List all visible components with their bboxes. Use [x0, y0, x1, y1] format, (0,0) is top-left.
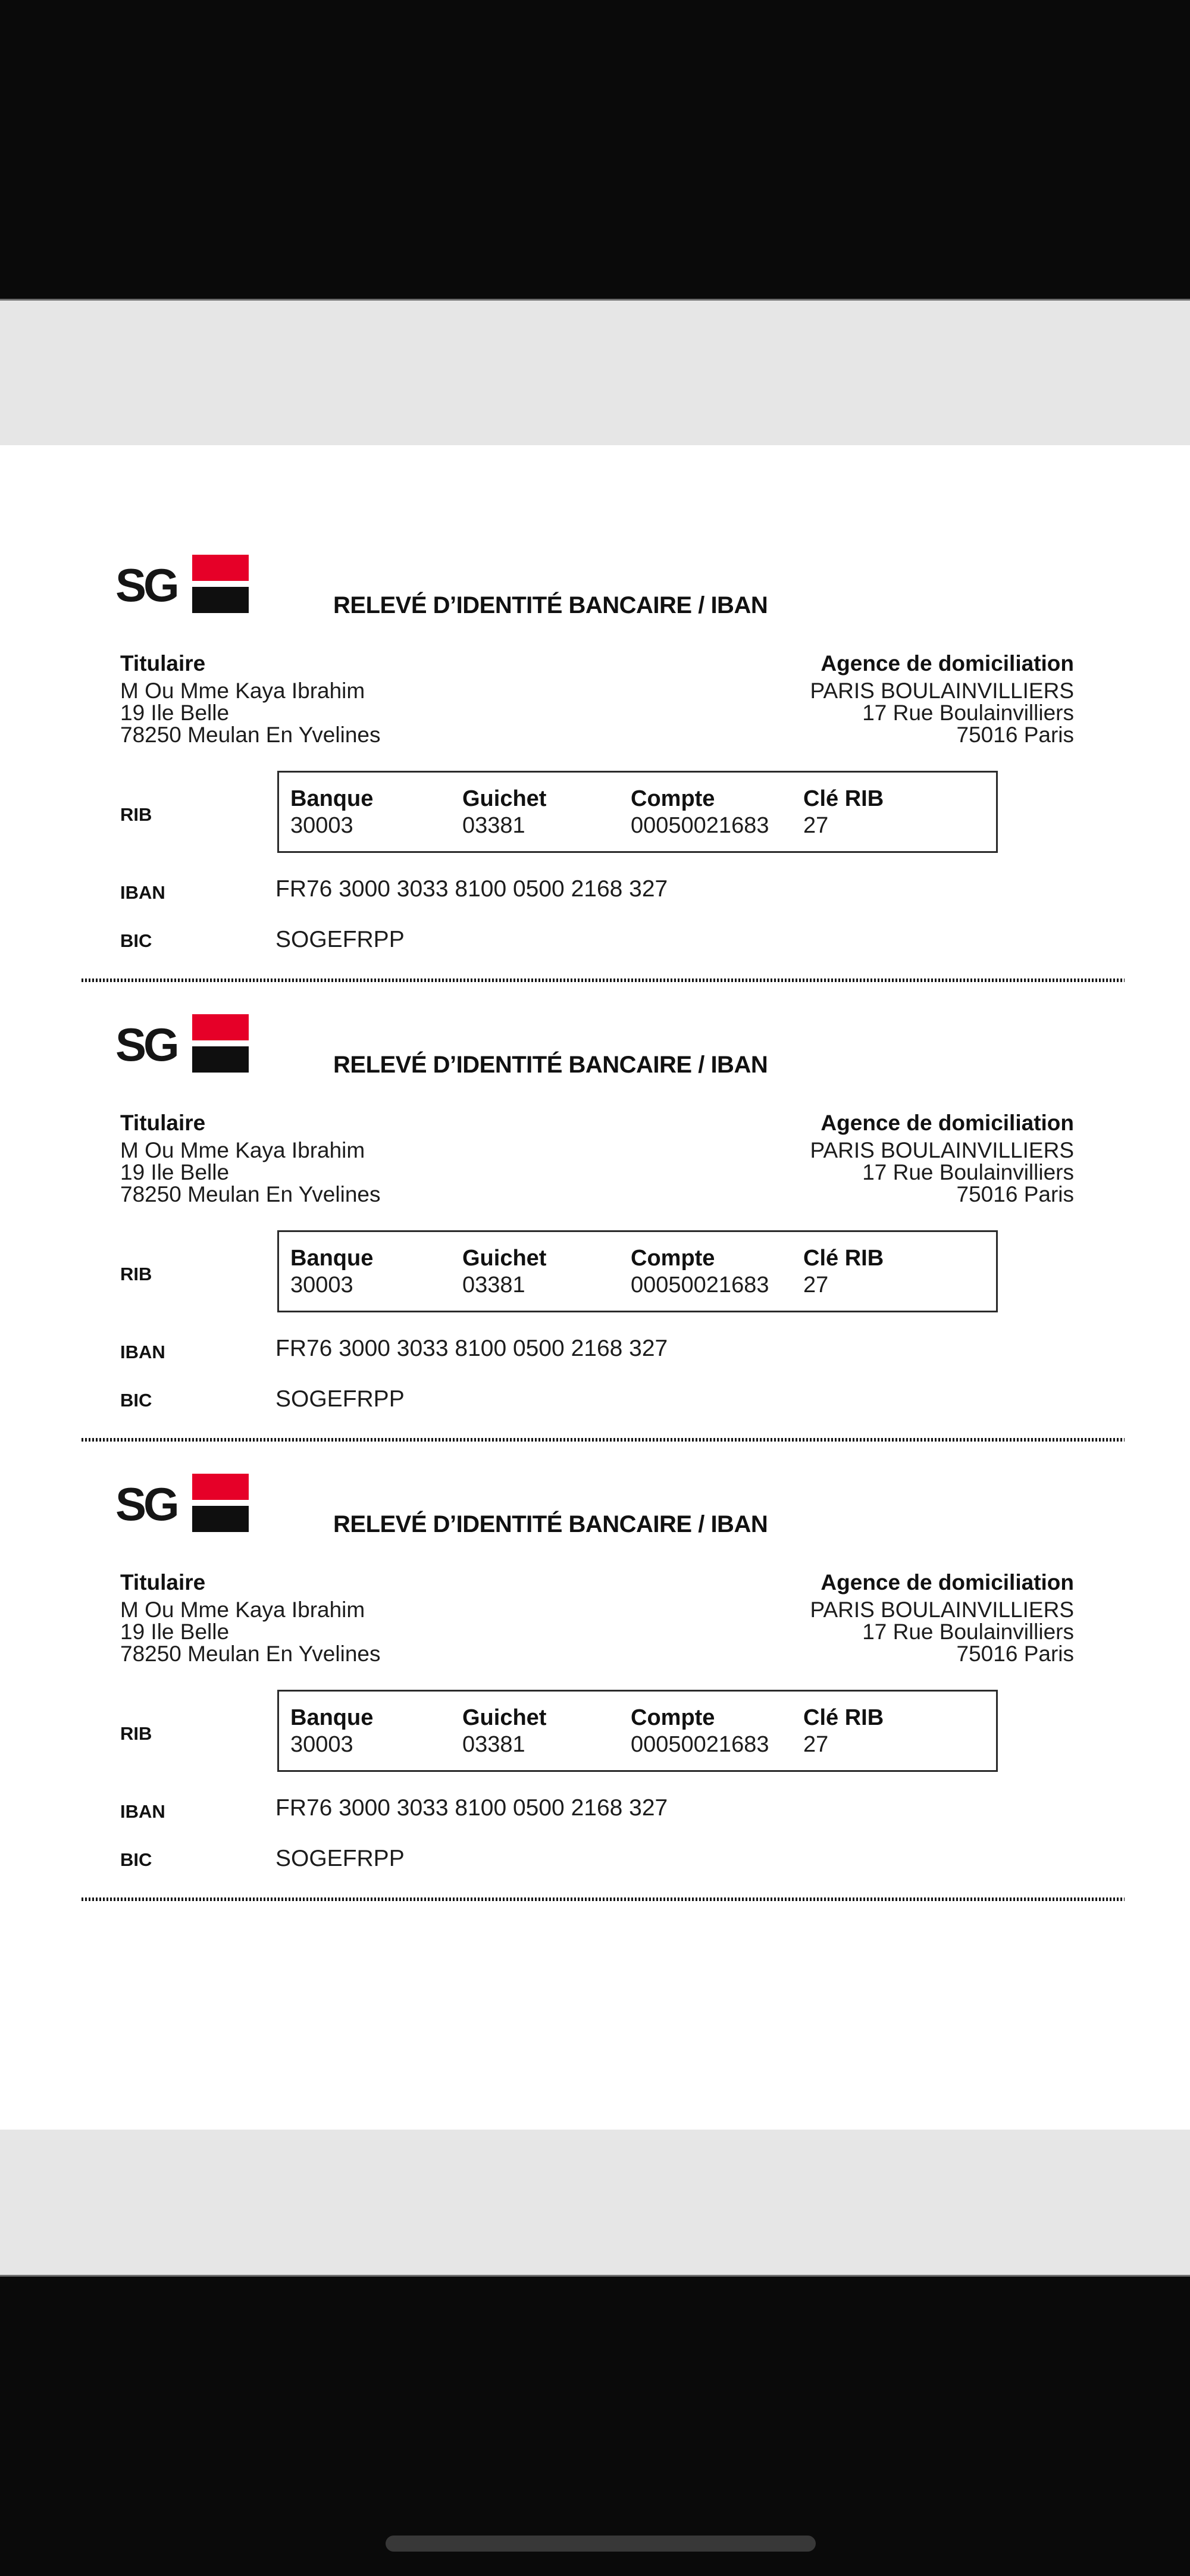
bic-label: BIC: [120, 1390, 152, 1411]
sg-logo-text: SG: [115, 559, 177, 611]
rib-table-value-cle-rib: 27: [803, 813, 829, 838]
rib-table-value-cle-rib: 27: [803, 1273, 829, 1298]
bic-value: SOGEFRPP: [275, 1846, 405, 1871]
agency-address: [810, 680, 1074, 746]
rib-table-header-compte: Compte: [631, 1705, 715, 1730]
section-separator: [82, 978, 1125, 982]
rib-label: RIB: [120, 1723, 152, 1744]
rib-table-header-banque: Banque: [290, 1246, 374, 1271]
document-page: [0, 445, 1190, 2130]
rib-table-value-banque: 30003: [290, 1732, 353, 1757]
agency-line: 75016 Paris: [956, 1642, 1074, 1666]
rib-table-value-compte: 00050021683: [631, 1273, 769, 1298]
iban-value: FR76 3000 3033 8100 0500 2168 327: [275, 1336, 668, 1361]
agency-line: 17 Rue Boulainvilliers: [862, 701, 1074, 725]
sg-logo-flag-icon: [192, 555, 249, 613]
holder-label: Titulaire: [120, 1570, 206, 1595]
sg-logo-flag-icon: [192, 1014, 249, 1073]
agency-line: PARIS BOULAINVILLIERS: [810, 679, 1074, 703]
rib-table-header-cle-rib: Clé RIB: [803, 786, 884, 811]
rib-table-header-compte: Compte: [631, 786, 715, 811]
holder-address: [120, 680, 380, 746]
rib-table: [277, 1690, 998, 1772]
agency-label: Agence de domiciliation: [821, 1570, 1074, 1595]
rib-table-value-guichet: 03381: [462, 813, 525, 838]
holder-line: 78250 Meulan En Yvelines: [120, 1642, 381, 1666]
sg-logo-flag-red: [192, 1014, 249, 1040]
iban-value: FR76 3000 3033 8100 0500 2168 327: [275, 876, 668, 902]
rib-table-header-compte: Compte: [631, 1246, 715, 1271]
rib-table-header-banque: Banque: [290, 1705, 374, 1730]
document-title: RELEVÉ D’IDENTITÉ BANCAIRE / IBAN: [333, 1052, 768, 1078]
holder-line: 19 Ile Belle: [120, 1620, 230, 1644]
sg-logo-flag-black: [192, 587, 249, 613]
sg-logo-flag-icon: [192, 1474, 249, 1532]
rib-section: [0, 524, 1190, 983]
holder-address: [120, 1599, 380, 1665]
agency-line: PARIS BOULAINVILLIERS: [810, 1138, 1074, 1162]
rib-table-value-banque: 30003: [290, 813, 353, 838]
bottom-gray-band: [0, 2130, 1190, 2277]
bic-label: BIC: [120, 930, 152, 951]
iban-value: FR76 3000 3033 8100 0500 2168 327: [275, 1795, 668, 1821]
bic-value: SOGEFRPP: [275, 927, 405, 952]
sg-logo-flag-red: [192, 1474, 249, 1500]
rib-table-value-cle-rib: 27: [803, 1732, 829, 1757]
document-title: RELEVÉ D’IDENTITÉ BANCAIRE / IBAN: [333, 1511, 768, 1537]
sg-logo-text: SG: [115, 1018, 177, 1071]
sg-logo-text: SG: [115, 1478, 177, 1530]
home-indicator[interactable]: [386, 2536, 816, 2552]
holder-line: M Ou Mme Kaya Ibrahim: [120, 1138, 365, 1162]
rib-table-header-guichet: Guichet: [462, 1705, 547, 1730]
holder-line: 78250 Meulan En Yvelines: [120, 1182, 381, 1206]
rib-table-value-guichet: 03381: [462, 1273, 525, 1298]
rib-label: RIB: [120, 1264, 152, 1284]
bic-value: SOGEFRPP: [275, 1386, 405, 1412]
section-separator: [82, 1438, 1125, 1442]
agency-line: 17 Rue Boulainvilliers: [862, 1160, 1074, 1184]
holder-label: Titulaire: [120, 1111, 206, 1135]
rib-table: [277, 1230, 998, 1312]
rib-table-value-banque: 30003: [290, 1273, 353, 1298]
agency-label: Agence de domiciliation: [821, 651, 1074, 676]
holder-line: 19 Ile Belle: [120, 701, 230, 725]
agency-line: PARIS BOULAINVILLIERS: [810, 1598, 1074, 1622]
agency-address: [810, 1599, 1074, 1665]
holder-line: 78250 Meulan En Yvelines: [120, 723, 381, 747]
section-separator: [82, 1897, 1125, 1901]
rib-table-header-cle-rib: Clé RIB: [803, 1246, 884, 1271]
agency-line: 75016 Paris: [956, 723, 1074, 747]
holder-label: Titulaire: [120, 651, 206, 676]
iban-label: IBAN: [120, 1801, 165, 1822]
bottom-black-bar: [0, 2277, 1190, 2576]
rib-table-header-cle-rib: Clé RIB: [803, 1705, 884, 1730]
holder-line: 19 Ile Belle: [120, 1160, 230, 1184]
sg-logo-flag-black: [192, 1046, 249, 1073]
sg-logo-flag-red: [192, 555, 249, 581]
rib-section: [0, 983, 1190, 1443]
agency-line: 17 Rue Boulainvilliers: [862, 1620, 1074, 1644]
rib-table-value-compte: 00050021683: [631, 813, 769, 838]
rib-table-header-banque: Banque: [290, 786, 374, 811]
rib-table-value-guichet: 03381: [462, 1732, 525, 1757]
rib-table-header-guichet: Guichet: [462, 786, 547, 811]
document-title: RELEVÉ D’IDENTITÉ BANCAIRE / IBAN: [333, 592, 768, 618]
iban-label: IBAN: [120, 1342, 165, 1362]
sg-logo-flag-black: [192, 1506, 249, 1532]
top-black-bar: [0, 0, 1190, 299]
agency-label: Agence de domiciliation: [821, 1111, 1074, 1135]
holder-line: M Ou Mme Kaya Ibrahim: [120, 1598, 365, 1622]
rib-section: [0, 1443, 1190, 1902]
bic-label: BIC: [120, 1849, 152, 1870]
holder-line: M Ou Mme Kaya Ibrahim: [120, 679, 365, 703]
top-gray-band: [0, 299, 1190, 445]
iban-label: IBAN: [120, 882, 165, 903]
agency-line: 75016 Paris: [956, 1182, 1074, 1206]
rib-table: [277, 771, 998, 853]
holder-address: [120, 1139, 380, 1205]
rib-table-value-compte: 00050021683: [631, 1732, 769, 1757]
rib-table-header-guichet: Guichet: [462, 1246, 547, 1271]
rib-label: RIB: [120, 804, 152, 825]
agency-address: [810, 1139, 1074, 1205]
